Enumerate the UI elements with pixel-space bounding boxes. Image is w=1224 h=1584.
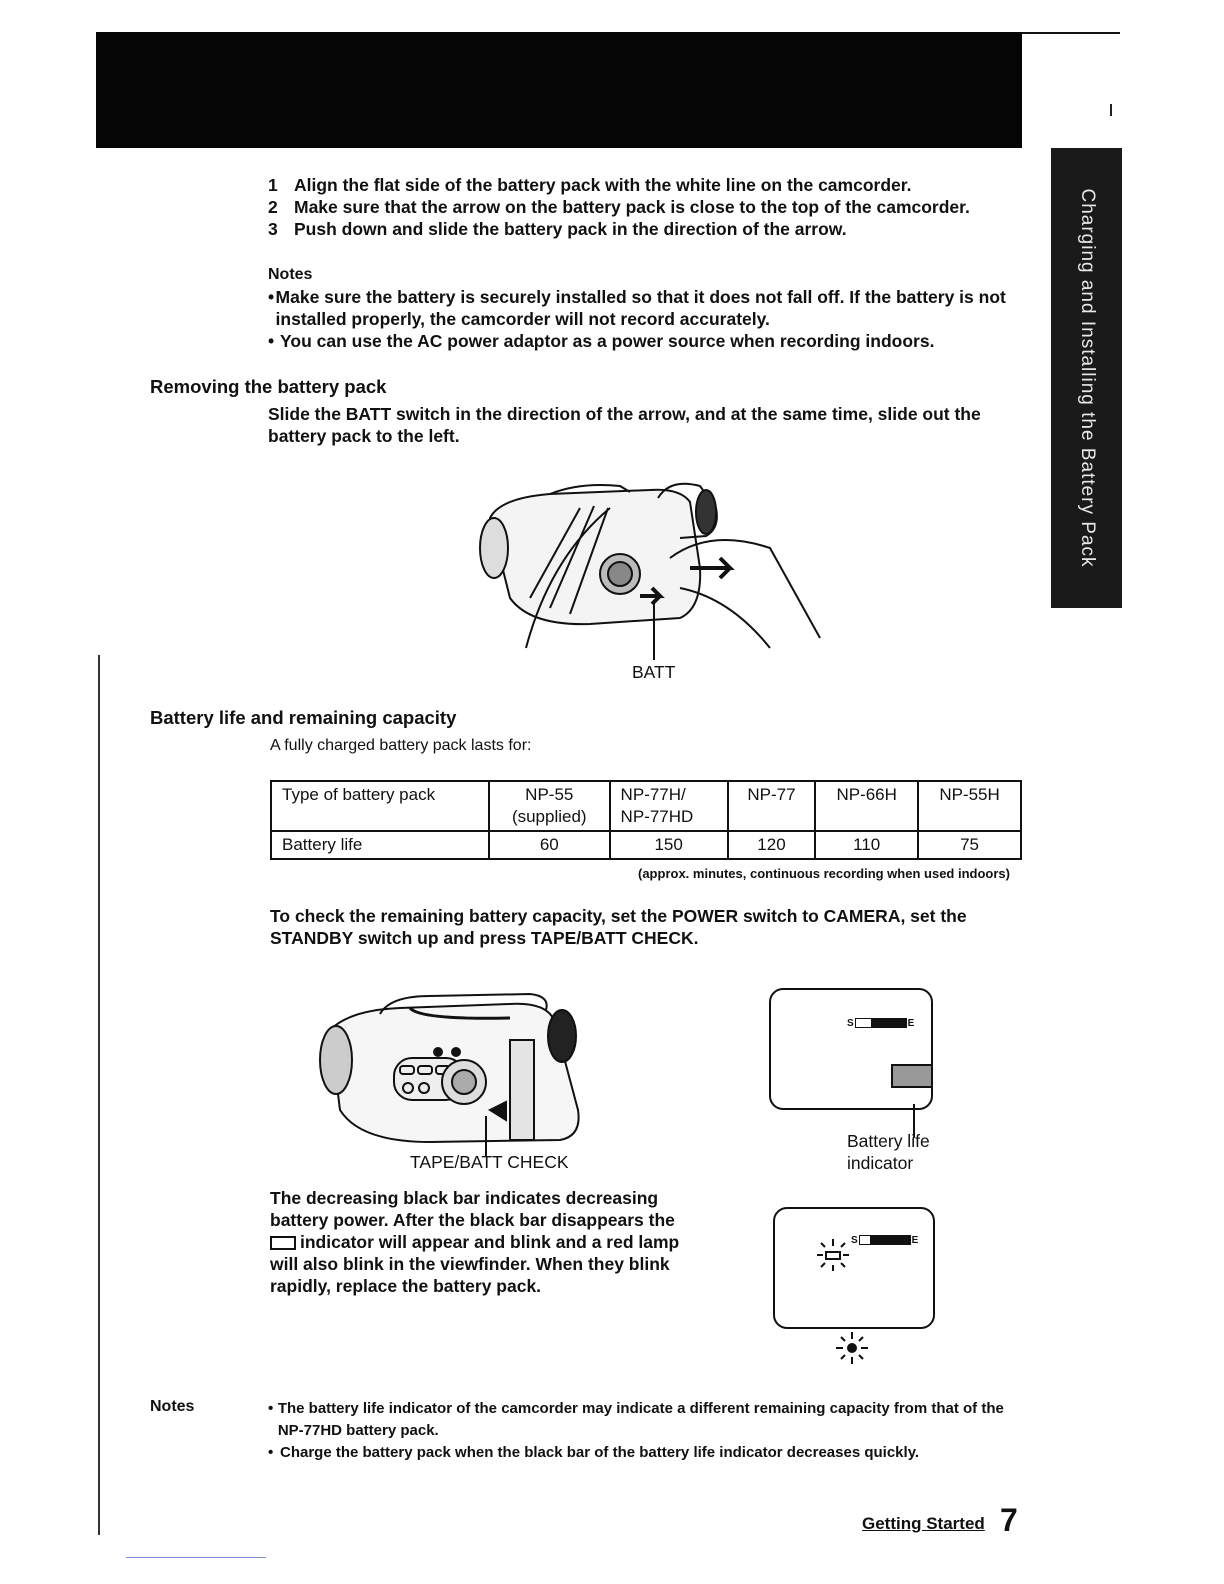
table-cell: NP-66H xyxy=(815,781,918,831)
table-cell: 120 xyxy=(728,831,816,859)
notes-heading: Notes xyxy=(268,266,313,283)
battery-life-indicator-label xyxy=(847,1130,930,1174)
table-cell: Battery life xyxy=(271,831,489,859)
step-2 xyxy=(268,196,1028,218)
side-tab-label: Charging and Installing the Battery Pack xyxy=(1076,188,1098,568)
indicator-label-line: indicator xyxy=(847,1153,914,1173)
step-number: 1 xyxy=(268,175,278,195)
removing-battery-illustration xyxy=(470,478,830,668)
side-tab xyxy=(1051,148,1122,608)
indicator-label-line: Battery life xyxy=(847,1131,930,1151)
table-cell: 150 xyxy=(610,831,728,859)
removing-heading: Removing the battery pack xyxy=(150,376,387,397)
bottom-notes xyxy=(268,1398,1008,1464)
battery-meter xyxy=(847,1016,927,1030)
battery-meter-bar xyxy=(855,1018,907,1028)
step-text: Push down and slide the battery pack in the direction of the arrow. xyxy=(294,219,847,239)
note-text: Make sure the battery is securely installed so that it does not fall off. If the battery is not installed properly, the camcorder will not record accurately. xyxy=(275,287,1006,329)
table-header-row xyxy=(271,781,1021,831)
battery-icon xyxy=(891,1064,933,1088)
camcorder-illustration xyxy=(310,990,590,1160)
note-item: • Make sure the battery is securely installed so that it does not fall off. If the battery is not installed properly, the camcorder will not record accurately. xyxy=(268,286,1048,330)
step-3 xyxy=(268,218,1028,240)
footer-section-label: Getting Started xyxy=(862,1514,985,1533)
table-cell: 60 xyxy=(489,831,610,859)
meter-s-label: S xyxy=(851,1234,858,1246)
notes-top xyxy=(268,264,1048,352)
bottom-left-rule xyxy=(126,1557,266,1558)
table-cell: NP-55H xyxy=(918,781,1021,831)
note-item: • Charge the battery pack when the black bar of the battery life indicator decreases quickly. xyxy=(268,1442,1008,1464)
table-cell: 110 xyxy=(815,831,918,859)
bottom-notes-heading: Notes xyxy=(150,1398,195,1415)
blinking-lamp-icon xyxy=(834,1330,870,1366)
table-cell: NP-77H/ NP-77HD xyxy=(610,781,728,831)
decreasing-text-part: The decreasing black bar indicates decreasing battery power. After the black bar disappears the xyxy=(270,1188,675,1230)
header-band xyxy=(96,32,1022,148)
decreasing-text-part: indicator will appear and blink and a red lamp will also blink in the viewfinder. When they blink rapidly, replace the battery pack. xyxy=(270,1232,680,1296)
viewfinder-display-2 xyxy=(773,1207,935,1329)
step-number: 2 xyxy=(268,197,278,217)
meter-s-label: S xyxy=(847,1017,854,1029)
note-item: • You can use the AC power adaptor as a power source when recording indoors. xyxy=(268,331,935,351)
tape-batt-check-label: TAPE/BATT CHECK xyxy=(410,1152,569,1172)
note-item: • The battery life indicator of the camcorder may indicate a different remaining capacity from that of the NP-77HD battery pack. xyxy=(268,1398,1008,1442)
step-text: Align the flat side of the battery pack with the white line on the camcorder. xyxy=(294,175,912,195)
table-note: (approx. minutes, continuous recording when used indoors) xyxy=(638,866,1010,881)
viewfinder-display-1 xyxy=(769,988,933,1110)
meter-e-label: E xyxy=(907,1017,915,1029)
installation-steps xyxy=(268,174,1028,240)
batt-label: BATT xyxy=(632,662,676,682)
table-cell: NP-55 (supplied) xyxy=(489,781,610,831)
battery-life-heading: Battery life and remaining capacity xyxy=(150,707,457,728)
note-text: Charge the battery pack when the black bar of the battery life indicator decreases quickly. xyxy=(280,1444,920,1461)
battery-meter xyxy=(851,1233,931,1247)
margin-tick xyxy=(1110,104,1112,116)
step-number: 3 xyxy=(268,219,278,239)
decreasing-bar-text xyxy=(270,1187,680,1297)
step-1 xyxy=(268,174,1028,196)
check-capacity-text: To check the remaining battery capacity, set the POWER switch to CAMERA, set the STANDBY switch up and press TAPE/BATT CHECK. xyxy=(270,906,967,948)
table-cell: NP-77 xyxy=(728,781,816,831)
battery-empty-icon xyxy=(270,1236,296,1250)
battery-meter-bar xyxy=(859,1235,911,1245)
meter-e-label: E xyxy=(911,1234,919,1246)
removing-text: Slide the BATT switch in the direction of the arrow, and at the same time, slide out the battery pack to the left. xyxy=(268,404,981,446)
table-cell: Type of battery pack xyxy=(271,781,489,831)
left-margin-rule xyxy=(98,655,100,1535)
battery-life-table xyxy=(270,780,1022,860)
step-text: Make sure that the arrow on the battery pack is close to the top of the camcorder. xyxy=(294,197,970,217)
page-number: 7 xyxy=(1000,1502,1018,1538)
table-row xyxy=(271,831,1021,859)
battery-life-intro: A fully charged battery pack lasts for: xyxy=(270,737,532,754)
table-cell: 75 xyxy=(918,831,1021,859)
note-text: The battery life indicator of the camcorder may indicate a different remaining capacity from that of the NP-77HD battery pack. xyxy=(277,1400,1004,1439)
blinking-battery-icon xyxy=(815,1237,851,1273)
header-rule xyxy=(1022,32,1120,34)
note-text: You can use the AC power adaptor as a power source when recording indoors. xyxy=(280,331,935,351)
